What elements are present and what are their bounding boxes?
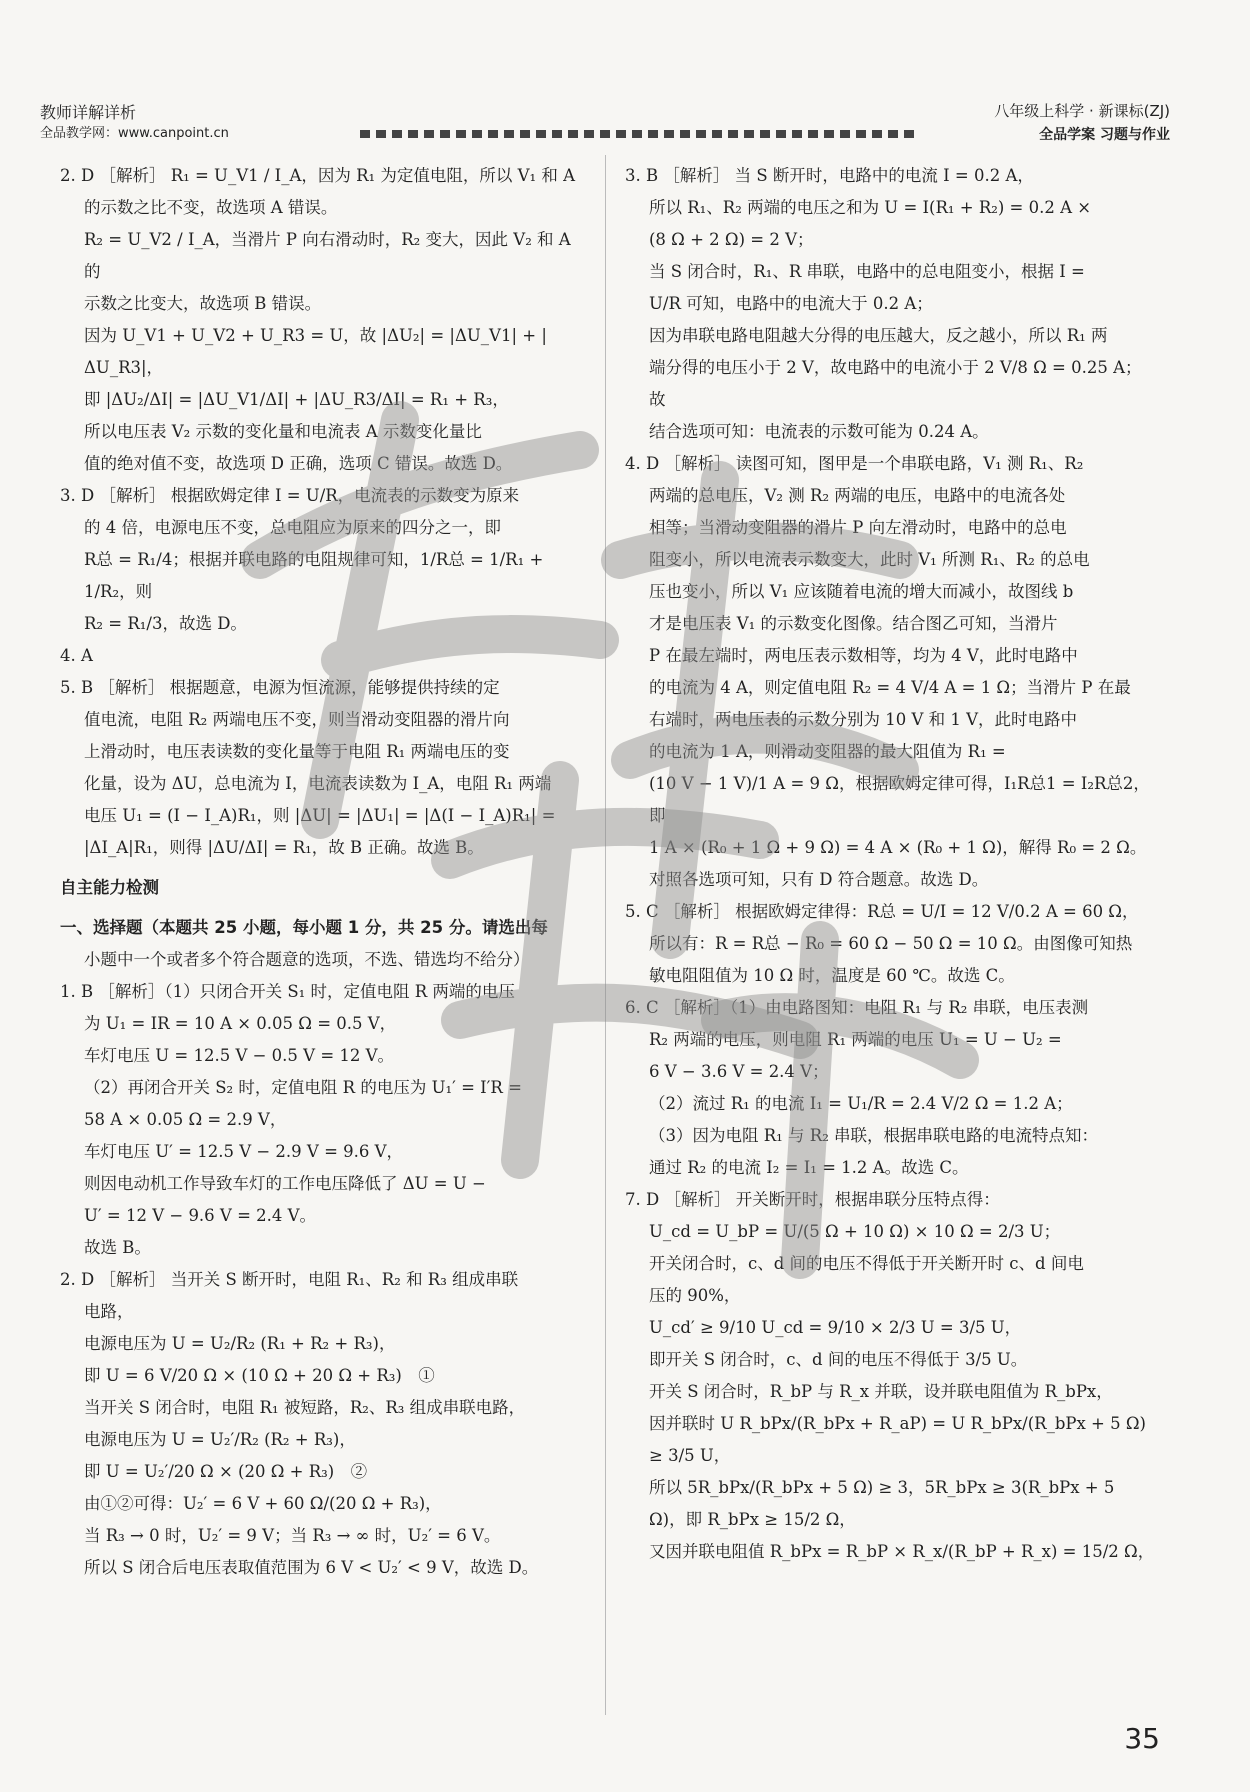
header-left-site: 全品教学网：www.canpoint.cn <box>40 126 229 141</box>
left-line: U′ = 12 V − 9.6 V = 2.4 V。 <box>84 1206 317 1225</box>
header-left-title: 教师详解详析 <box>40 103 137 122</box>
right-line: 端分得的电压小于 2 V，故电路中的电流小于 2 V/8 Ω = 0.25 A；故 <box>649 358 1142 409</box>
left-column <box>60 160 590 1584</box>
left-line: 所以电压表 V₂ 示数的变化量和电流表 A 示数变化量比 <box>84 422 482 441</box>
left-line: 即 |ΔU₂/ΔI| = |ΔU_V1/ΔI| + |ΔU_R3/ΔI| = R₁ + R₃， <box>84 390 509 409</box>
left-line: 值的绝对值不变，故选项 D 正确，选项 C 错误。故选 D。 <box>84 454 513 473</box>
left-line: 电源电压为 U = U₂/R₂ (R₁ + R₂ + R₃)， <box>84 1334 396 1353</box>
left-line: 3. D ［解析］ 根据欧姆定律 I = U/R，电流表的示数变为原来 <box>60 486 520 505</box>
right-line: (8 Ω + 2 Ω) = 2 V； <box>649 230 814 249</box>
right-line: 因并联时 U R_bPx/(R_bPx + R_aP) = U R_bPx/(R_bPx + 5 Ω) ≥ 3/5 U， <box>649 1414 1146 1465</box>
left-line: 由①②可得：U₂′ = 6 V + 60 Ω/(20 Ω + R₃)， <box>84 1494 442 1513</box>
left-line: 1. B ［解析］（1）只闭合开关 S₁ 时，定值电阻 R 两端的电压 <box>60 982 515 1001</box>
left-line: 2. D ［解析］ 当开关 S 断开时，电阻 R₁、R₂ 和 R₃ 组成串联 <box>60 1270 519 1289</box>
right-line: 才是电压表 V₁ 的示数变化图像。结合图乙可知，当滑片 <box>649 614 1058 633</box>
left-line: 当开关 S 闭合时，电阻 R₁ 被短路，R₂、R₃ 组成串联电路， <box>84 1398 526 1417</box>
left-line: 为 U₁ = IR = 10 A × 0.05 Ω = 0.5 V， <box>84 1014 397 1033</box>
left-line: 上滑动时，电压表读数的变化量等于电阻 R₁ 两端电压的变 <box>84 742 510 761</box>
header-brand-logo: 全品学案 习题与作业 <box>1039 127 1170 143</box>
left-line: 故选 B。 <box>84 1238 151 1257</box>
column-divider <box>605 155 606 1715</box>
right-line: 3. B ［解析］ 当 S 断开时，电路中的电流 I = 0.2 A， <box>625 166 1034 185</box>
right-line: 所以 R₁、R₂ 两端的电压之和为 U = I(R₁ + R₂) = 0.2 A × <box>649 198 1092 217</box>
right-line: 所以 5R_bPx/(R_bPx + 5 Ω) ≥ 3，5R_bPx ≥ 3(R_bPx + 5 Ω)，即 R_bPx ≥ 15/2 Ω， <box>649 1478 1115 1529</box>
right-line: 当 S 闭合时，R₁、R 串联，电路中的总电阻变小，根据 I = <box>649 262 1085 281</box>
right-line: 对照各选项可知，只有 D 符合题意。故选 D。 <box>649 870 989 889</box>
right-line: U_cd′ ≥ 9/10 U_cd = 9/10 × 2/3 U = 3/5 U， <box>649 1318 1022 1337</box>
right-line: 压也变小，所以 V₁ 应该随着电流的增大而减小，故图线 b <box>649 582 1074 601</box>
left-line: 小题中一个或者多个符合题意的选项，不选、错选均不给分） <box>84 950 530 969</box>
right-line: 两端的总电压，V₂ 测 R₂ 两端的电压，电路中的电流各处 <box>649 486 1066 505</box>
left-line: 则因电动机工作导致车灯的工作电压降低了 ΔU = U − <box>84 1174 486 1193</box>
right-line: R₂ 两端的电压，则电阻 R₁ 两端的电压 U₁ = U − U₂ = <box>649 1030 1062 1049</box>
left-line: 电源电压为 U = U₂′/R₂ (R₂ + R₃)， <box>84 1430 356 1449</box>
right-line: 所以有：R = R总 − R₀ = 60 Ω − 50 Ω = 10 Ω。由图像可知热 <box>649 934 1133 953</box>
right-line: 开关闭合时，c、d 间的电压不得低于开关断开时 c、d 间电 <box>649 1254 1084 1273</box>
left-line: 即 U = 6 V/20 Ω × (10 Ω + 20 Ω + R₃) ① <box>84 1366 435 1385</box>
left-line: 示数之比变大，故选项 B 错误。 <box>84 294 322 313</box>
left-line: 车灯电压 U′ = 12.5 V − 2.9 V = 9.6 V， <box>84 1142 404 1161</box>
right-line: 5. C ［解析］ 根据欧姆定律得：R总 = U/I = 12 V/0.2 A = 60 Ω， <box>625 902 1139 921</box>
left-line: 2. D ［解析］ R₁ = U_V1 / I_A，因为 R₁ 为定值电阻，所以 V₁ 和 A <box>60 166 576 185</box>
right-column <box>625 160 1155 1568</box>
page-number: 35 <box>1124 1722 1160 1755</box>
left-line: R₂ = R₁/3，故选 D。 <box>84 614 247 633</box>
left-line: 5. B ［解析］ 根据题意，电源为恒流源，能够提供持续的定 <box>60 678 500 697</box>
right-line: 压的 90%， <box>649 1286 741 1305</box>
header-right-title: 八年级上科学 · 新课标(ZJ) <box>994 102 1170 120</box>
right-line: 敏电阻阻值为 10 Ω 时，温度是 60 ℃。故选 C。 <box>649 966 1015 985</box>
left-line: 即 U = U₂′/20 Ω × (20 Ω + R₃) ② <box>84 1462 368 1481</box>
left-line: |ΔI_A|R₁，则得 |ΔU/ΔI| = R₁，故 B 正确。故选 B。 <box>84 838 484 857</box>
left-line: 值电流，电阻 R₂ 两端电压不变，则当滑动变阻器的滑片向 <box>84 710 510 729</box>
left-line: 的 4 倍，电源电压不变，总电阻应为原来的四分之一，即 <box>84 518 501 537</box>
right-line: U_cd = U_bP = U/(5 Ω + 10 Ω) × 10 Ω = 2/3 U； <box>649 1222 1061 1241</box>
right-line: 6 V − 3.6 V = 2.4 V； <box>649 1062 829 1081</box>
right-line: 右端时，两电压表的示数分别为 10 V 和 1 V，此时电路中 <box>649 710 1078 729</box>
left-line: R₂ = U_V2 / I_A，当滑片 P 向右滑动时，R₂ 变大，因此 V₂ 和 A 的 <box>84 230 571 281</box>
right-line: 的电流为 1 A，则滑动变阻器的最大阻值为 R₁ = <box>649 742 1006 761</box>
right-line: （2）流过 R₁ 的电流 I₁ = U₁/R = 2.4 V/2 Ω = 1.2 A； <box>649 1094 1073 1113</box>
left-line: 电压 U₁ = (I − I_A)R₁，则 |ΔU| = |ΔU₁| = |Δ(I − I_A)R₁| = <box>84 806 556 825</box>
left-line: 4. A <box>60 646 93 665</box>
left-line: 当 R₃ → 0 时，U₂′ = 9 V；当 R₃ → ∞ 时，U₂′ = 6 V。 <box>84 1526 501 1545</box>
left-line: R总 = R₁/4；根据并联电路的电阻规律可知，1/R总 = 1/R₁ + 1/R₂，则 <box>84 550 544 601</box>
right-line: (10 V − 1 V)/1 A = 9 Ω，根据欧姆定律可得，I₁R总1 = I₂R总2，即 <box>649 774 1150 825</box>
left-line: （2）再闭合开关 S₂ 时，定值电阻 R 的电压为 U₁′ = I′R = <box>84 1078 522 1097</box>
right-line: 1 A × (R₀ + 1 Ω + 9 Ω) = 4 A × (R₀ + 1 Ω)，解得 R₀ = 2 Ω。 <box>649 838 1147 857</box>
right-line: U/R 可知，电路中的电流大于 0.2 A； <box>649 294 933 313</box>
left-line: 58 A × 0.05 Ω = 2.9 V， <box>84 1110 287 1129</box>
left-line: 电路， <box>84 1302 134 1321</box>
right-line: 4. D ［解析］ 读图可知，图甲是一个串联电路，V₁ 测 R₁、R₂ <box>625 454 1084 473</box>
right-line: 因为串联电路电阻越大分得的电压越大，反之越小，所以 R₁ 两 <box>649 326 1108 345</box>
right-line: 6. C ［解析］（1）由电路图知：电阻 R₁ 与 R₂ 串联，电压表测 <box>625 998 1089 1017</box>
right-line: 相等；当滑动变阻器的滑片 P 向左滑动时，电路中的总电 <box>649 518 1067 537</box>
left-line: 化量，设为 ΔU，总电流为 I，电流表读数为 I_A，电阻 R₁ 两端 <box>84 774 552 793</box>
right-line: P 在最左端时，两电压表示数相等，均为 4 V，此时电路中 <box>649 646 1078 665</box>
right-line: 开关 S 闭合时，R_bP 与 R_x 并联，设并联电阻值为 R_bPx， <box>649 1382 1113 1401</box>
right-line: 的电流为 4 A，则定值电阻 R₂ = 4 V/4 A = 1 Ω；当滑片 P 在最 <box>649 678 1131 697</box>
header-dash-divider <box>360 130 920 138</box>
left-line: 所以 S 闭合后电压表取值范围为 6 V < U₂′ < 9 V，故选 D。 <box>84 1558 539 1577</box>
left-line: 车灯电压 U = 12.5 V − 0.5 V = 12 V。 <box>84 1046 395 1065</box>
right-line: （3）因为电阻 R₁ 与 R₂ 串联，根据串联电路的电流特点知： <box>649 1126 1099 1145</box>
right-line: 结合选项可知：电流表的示数可能为 0.24 A。 <box>649 422 989 441</box>
page-header <box>40 100 1170 150</box>
right-line: 又因并联电阻值 R_bPx = R_bP × R_x/(R_bP + R_x) = 15/2 Ω， <box>649 1542 1155 1561</box>
right-line: 通过 R₂ 的电流 I₂ = I₁ = 1.2 A。故选 C。 <box>649 1158 969 1177</box>
left-line: 一、选择题（本题共 25 小题，每小题 1 分，共 25 分。请选出每 <box>60 918 548 937</box>
right-line: 7. D ［解析］ 开关断开时，根据串联分压特点得： <box>625 1190 1000 1209</box>
right-line: 即开关 S 闭合时，c、d 间的电压不得低于 3/5 U。 <box>649 1350 1028 1369</box>
left-line: 自主能力检测 <box>60 878 159 897</box>
right-line: 阻变小，所以电流表示数变大，此时 V₁ 所测 R₁、R₂ 的总电 <box>649 550 1090 569</box>
left-line: 的示数之比不变，故选项 A 错误。 <box>84 198 338 217</box>
left-line: 因为 U_V1 + U_V2 + U_R3 = U，故 |ΔU₂| = |ΔU_V1| + |ΔU_R3|， <box>84 326 547 377</box>
